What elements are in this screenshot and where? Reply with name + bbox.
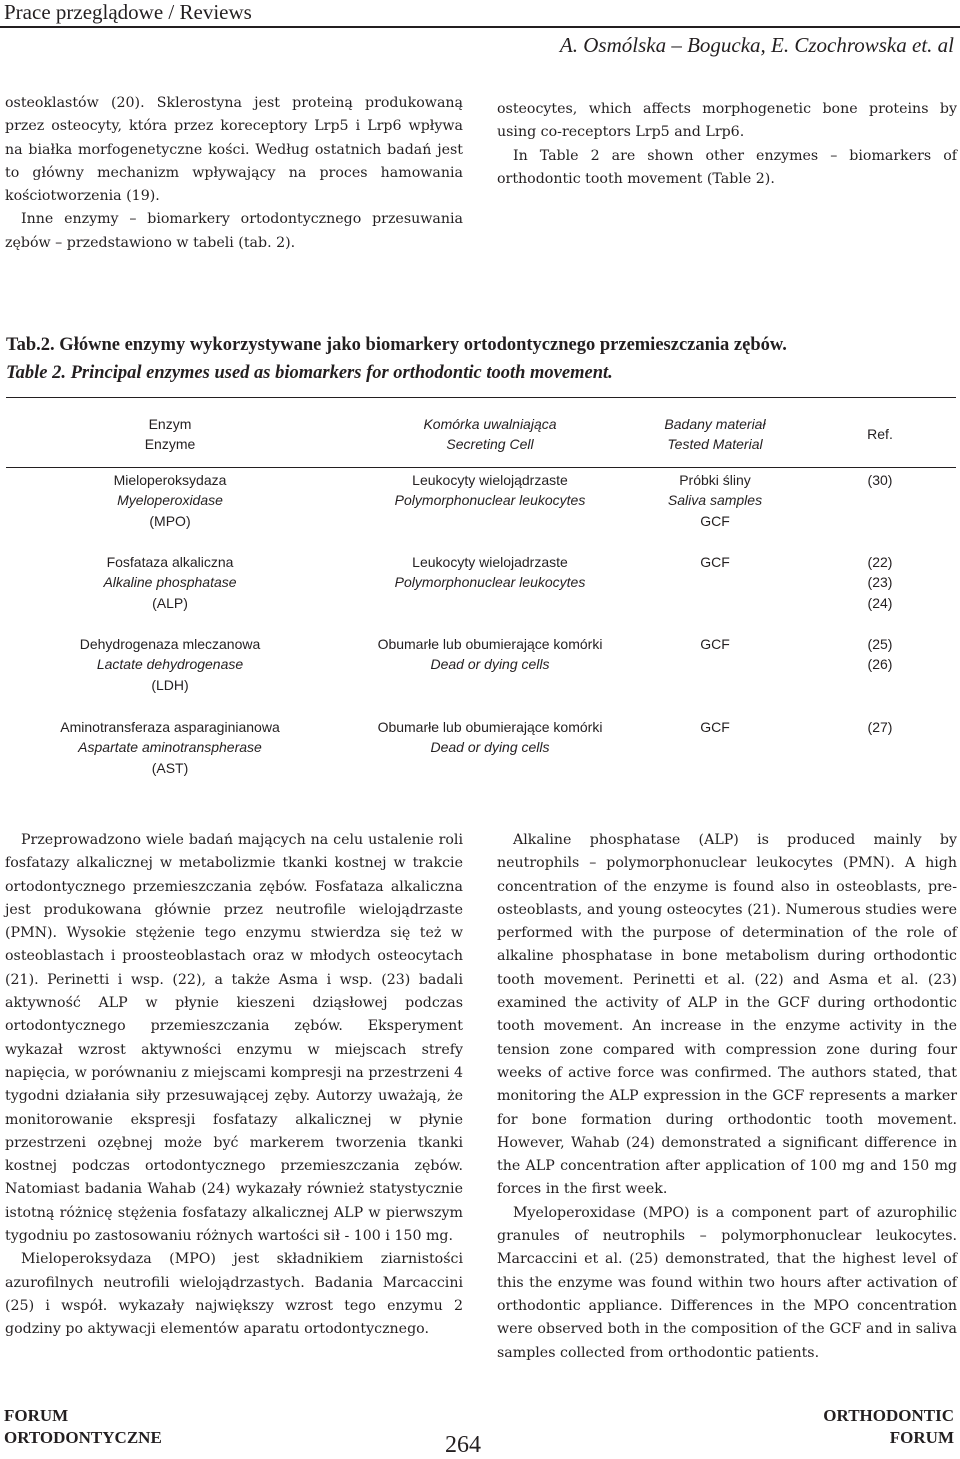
enzyme-name-en: Lactate dehydrogenase xyxy=(96,656,244,673)
header-material-en: Tested Material xyxy=(667,436,763,453)
table-row-material xyxy=(620,717,810,737)
bottom-right-column xyxy=(497,829,957,1365)
table-header-rule xyxy=(6,467,956,468)
table-row-material xyxy=(620,470,810,531)
cell-name-en: Polymorphonuclear leukocytes xyxy=(394,492,586,509)
enzyme-name-pl: Dehydrogenaza mleczanowa xyxy=(79,636,261,652)
paragraph: Inne enzymy – biomarkery ortodontycznego przesuwania zębów – przedstawiono w tabeli (tab. 2). xyxy=(5,211,463,251)
material: Saliva samples xyxy=(667,492,763,509)
ref: (24) xyxy=(867,594,893,611)
material: GCF xyxy=(700,636,730,652)
enzyme-name-pl: Aminotransferaza asparaginianowa xyxy=(60,719,280,735)
table-row-cell xyxy=(340,634,640,675)
page-number: 264 xyxy=(445,1432,481,1458)
footer-journal-pl-line2: ORTODONTYCZNE xyxy=(4,1428,162,1447)
enzyme-name-en: Myeloperoxidase xyxy=(117,492,223,509)
enzyme-name-pl: Fosfataza alkaliczna xyxy=(106,554,234,570)
bottom-left-column xyxy=(5,829,463,1342)
enzyme-name-pl: Mieloperoksydaza xyxy=(113,472,227,488)
table-row-enzyme xyxy=(20,470,320,531)
ref: (23) xyxy=(867,574,893,591)
table-row-material xyxy=(620,552,810,572)
paragraph: osteocytes, which affects morphogenetic bone proteins by using co-receptors Lrp5 and Lrp6. xyxy=(497,101,957,141)
header-enzyme-pl: Enzym xyxy=(148,416,192,432)
cell-name-pl: Obumarłe lub obumierające komórki xyxy=(377,636,603,652)
table-row-cell xyxy=(340,717,640,758)
material: GCF xyxy=(700,719,730,735)
table-row-ref xyxy=(840,552,920,613)
header-rule xyxy=(0,26,960,28)
enzyme-abbr: (LDH) xyxy=(151,676,189,693)
header-cell-pl: Komórka uwalniająca xyxy=(423,416,557,432)
table-caption-en: Table 2. Principal enzymes used as biomarkers for orthodontic tooth movement. xyxy=(6,363,613,383)
table-row-ref xyxy=(840,470,920,490)
cell-name-en: Dead or dying cells xyxy=(430,656,550,673)
cell-name-en: Polymorphonuclear leukocytes xyxy=(394,574,586,591)
paragraph: Alkaline phosphatase (ALP) is produced mainly by neutrophils – polymorphonuclear leukocytes (PMN). A high concentration of the enzyme is found also in osteoblasts, pre-osteoblasts, and young osteocytes (21). Numerous studies were performed with the purpose of determination of the role of alkaline phosphatase in bone metabolism during orthodontic tooth movement. Perinetti et al. (22) and Asma et al. (23) examined the activity of ALP in the GCF during orthodontic tooth movement. An increase in the enzyme activity in the tension zone compared with compression zone during four weeks of active force was confirmed. The authors stated, that monitoring the ALP expression in the GCF represents a marker for bone formation during orthodontic tooth movement. However, Wahab (24) demonstrated a significant difference in the ALP concentration after application of 100 mg and 150 mg forces in the first week. xyxy=(497,832,957,1198)
table-row-ref xyxy=(840,634,920,675)
running-header-authors: A. Osmólska – Bogucka, E. Czochrowska et. al xyxy=(559,33,954,57)
header-material xyxy=(620,414,810,455)
paragraph: Przeprowadzono wiele badań mających na celu ustalenie roli fosfatazy alkalicznej w metabolizmie tkanki kostnej w trakcie ortodontycznego przemieszczania zębów. Fosfataza alkaliczna jest produkowana głównie przez neutrofile wielojądrzaste (PMN). Wysokie stężenie tego enzymu stwierdza się też w osteoblastach i proosteoblastach oraz w młodych osteocytach (21). Perinetti i wsp. (22), a także Asma i wsp. (23) badali aktywność ALP w płynie kieszeni dziąsłowej podczas ortodontycznego przemieszczania zębów. Eksperyment wykazał wzrost aktywności enzymu w miejscach strefy napięcia, w porównaniu z miejscami kompresji na przestrzeni 4 tygodni działania siły przesuwającej zęby. Autorzy uważają, że monitorowanie ekspresji fosfatazy alkalicznej w płynie przestrzeni ozębnej może być markerem tworzenia tkanki kostnej podczas ortodontycznego przemieszczania zębów. Natomiast badania Wahab (24) wykazały również statystycznie istotną różnicę stężenia fosfatazy alkalicznej ALP w pierwszym tygodniu po zastosowaniu różnych wartości sił - 100 i 150 mg. xyxy=(5,832,463,1245)
header-cell-en: Secreting Cell xyxy=(446,436,534,453)
paragraph: osteoklastów (20). Sklerostyna jest proteiną produkowaną przez osteocyty, która przez koreceptory Lrp5 i Lrp6 wpływa na białka morfogenetyczne kości. Według ostatnich badań jest to główny mechanizm wpływający na proces hamowania kościotworzenia (19). xyxy=(5,95,463,205)
cell-name-pl: Obumarłe lub obumierające komórki xyxy=(377,719,603,735)
header-enzyme-en: Enzyme xyxy=(144,436,196,453)
top-left-column xyxy=(5,92,463,255)
table-row-enzyme xyxy=(20,634,320,695)
enzyme-abbr: (AST) xyxy=(151,759,189,776)
ref: (27) xyxy=(867,719,893,735)
paragraph: In Table 2 are shown other enzymes – biomarkers of orthodontic tooth movement (Table 2). xyxy=(497,147,957,187)
material: GCF xyxy=(700,512,730,529)
ref: (26) xyxy=(867,656,893,673)
table-row-cell xyxy=(340,552,640,593)
paragraph: Mieloperoksydaza (MPO) jest składnikiem ziarnistości azurofilnych neutrofili wielojądrzastych. Badania Marcaccini (25) i współ. wykazały największy wzrost tego enzymu 2 godziny po aktywacji elementów aparatu ortodontycznego. xyxy=(5,1251,463,1338)
footer-journal-en-line1: ORTHODONTIC xyxy=(823,1406,954,1425)
header-enzyme xyxy=(20,414,320,455)
enzyme-name-en: Alkaline phosphatase xyxy=(103,574,237,591)
table-row-material xyxy=(620,634,810,654)
ref: (22) xyxy=(867,554,893,570)
enzyme-name-en: Aspartate aminotranspherase xyxy=(78,739,262,756)
cell-name-pl: Leukocyty wielojądrzaste xyxy=(412,472,568,488)
ref: (25) xyxy=(867,636,893,652)
enzyme-abbr: (MPO) xyxy=(149,512,191,529)
ref: (30) xyxy=(867,472,893,488)
material: GCF xyxy=(700,554,730,570)
enzyme-abbr: (ALP) xyxy=(152,594,188,611)
header-cell xyxy=(340,414,640,455)
top-right-column xyxy=(497,98,957,191)
table-top-rule xyxy=(6,397,956,398)
header-ref: Ref. xyxy=(867,426,893,442)
header-material-pl: Badany materiał xyxy=(664,416,766,432)
table-row-enzyme xyxy=(20,552,320,613)
table-caption-pl: Tab.2. Główne enzymy wykorzystywane jako biomarkery ortodontycznego przemieszczania zębów. xyxy=(6,335,787,355)
running-header-section: Prace przeglądowe / Reviews xyxy=(4,0,252,24)
table-row-cell xyxy=(340,470,640,511)
table-row-ref xyxy=(840,717,920,737)
cell-name-en: Dead or dying cells xyxy=(430,739,550,756)
material: Próbki śliny xyxy=(679,472,751,488)
cell-name-pl: Leukocyty wielojadrzaste xyxy=(412,554,568,570)
footer-journal-pl-line1: FORUM xyxy=(4,1406,69,1425)
footer-journal-en-line2: FORUM xyxy=(889,1428,954,1447)
table-row-enzyme xyxy=(20,717,320,778)
paragraph: Myeloperoxidase (MPO) is a component part of azurophilic granules of neutrophils – polymorphonuclear leukocytes. Marcaccini et al. (25) demonstrated, that the highest level of this the enzyme was found within two hours after activation of orthodontic appliance. Differences in the MPO concentration were observed both in the composition of the GCF and in saliva samples collected from orthodontic patients. xyxy=(497,1204,957,1361)
